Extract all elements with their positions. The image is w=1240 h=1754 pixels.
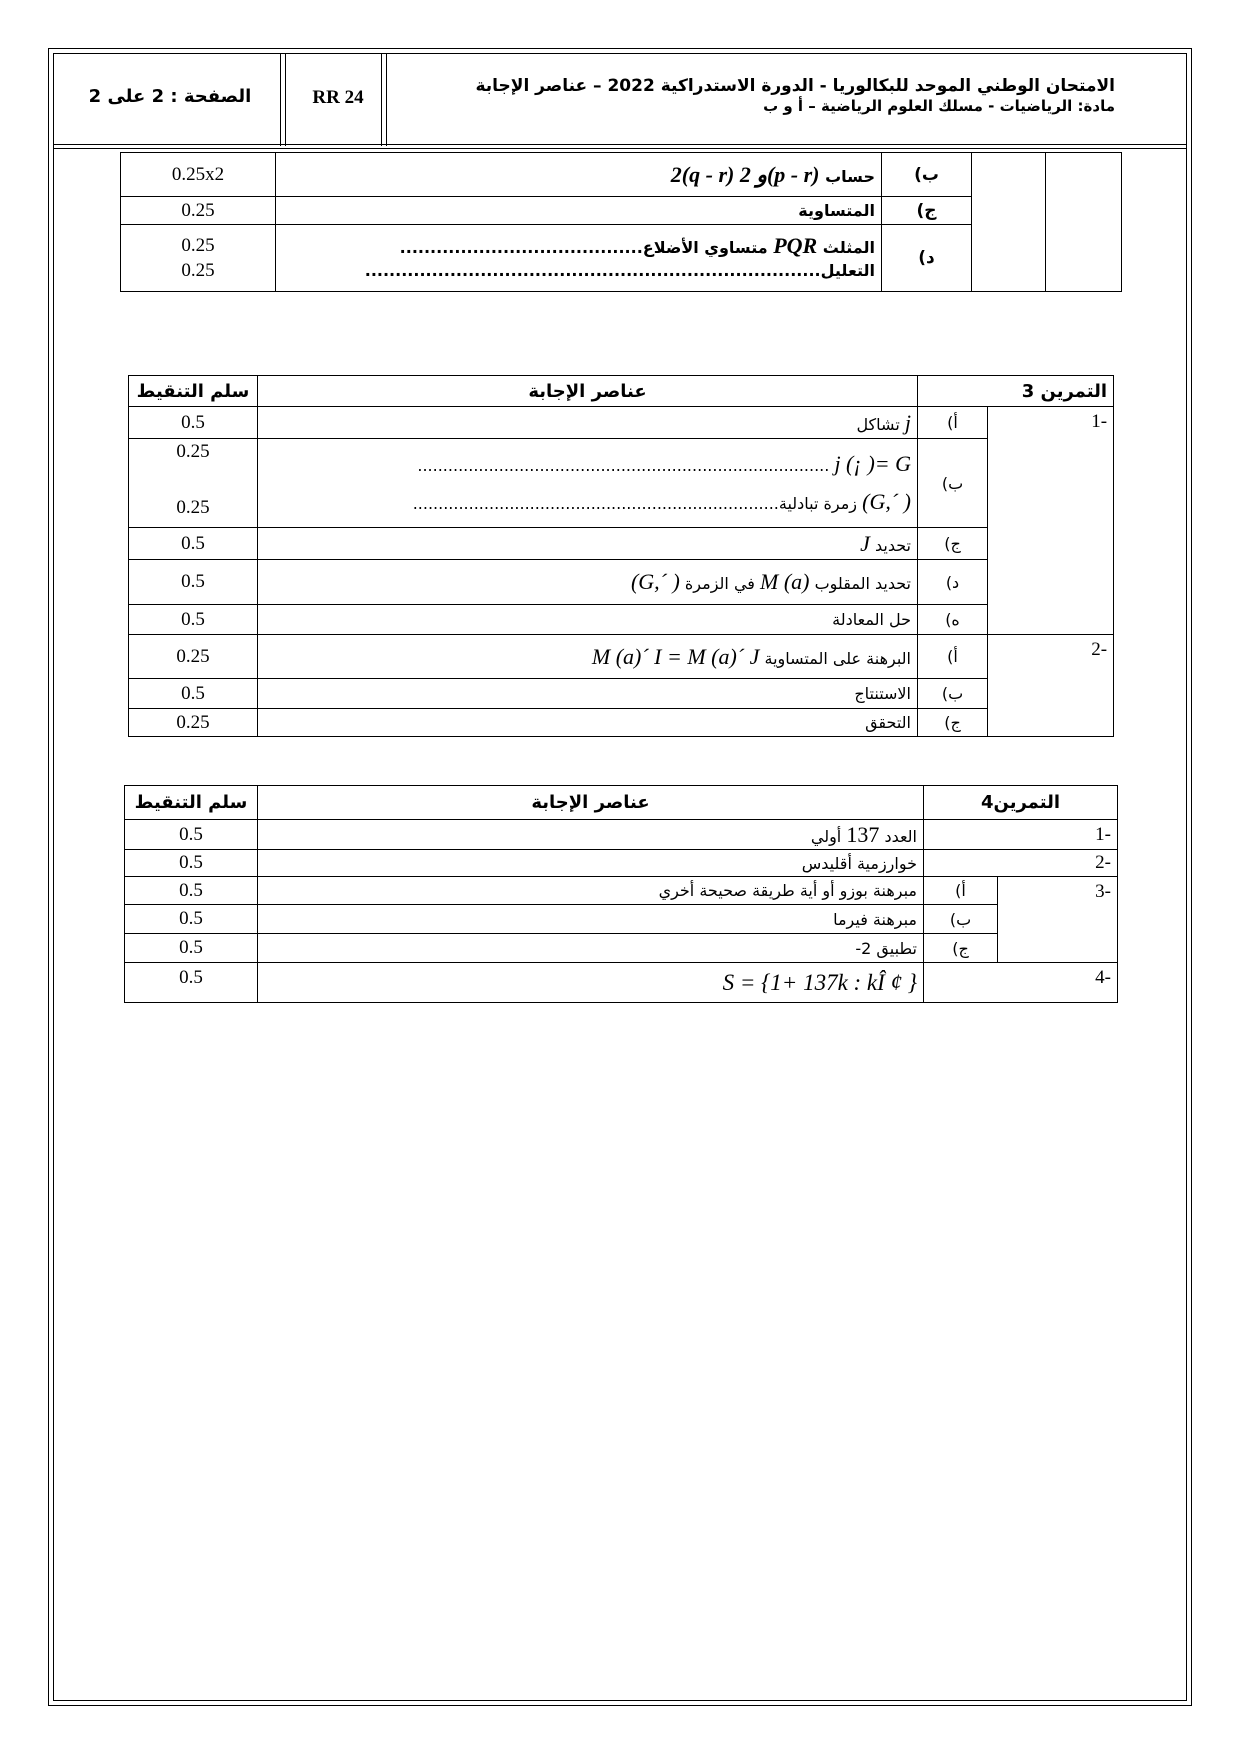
answer-header: عناصر الإجابة [258,376,918,407]
sub-question-label: ج) [918,528,988,560]
answer-text: العدد [884,826,917,846]
answer-math: j [904,409,911,435]
score-cell: 0.5 [129,560,258,605]
answer-cell: تطبيق 2- [258,934,924,963]
answer-math: 2(q - r) و 2(p - r) [670,161,820,187]
score-cell: 0.5 [125,877,258,905]
table-row [125,877,1118,905]
answer-cell: خوارزمية أقليدس [258,850,924,877]
exercise-4-table [124,785,1118,1003]
table-header-row [129,376,1114,407]
answer-text: تحديد [874,535,911,555]
answer-line: التعليل........................................................................... [364,261,875,280]
answer-cell [258,635,918,679]
answer-text: البرهنة على المتساوية [764,648,911,668]
exam-code: RR 24 [312,87,364,108]
header-bottom-rule-2 [53,148,1187,149]
answer-cell: مبرهنة بوزو أو أية طريقة صحيحة أخري [258,877,924,905]
answer-text: حساب [825,166,875,186]
score-cell [129,439,258,528]
score-cell: 0.5 [129,679,258,709]
answer-dots: ........................................................................ [412,494,779,513]
empty-cell [972,153,1046,292]
answer-cell: التحقق [258,709,918,737]
table-row [129,439,1114,528]
table-row [125,963,1118,1003]
answer-cell [258,820,924,850]
answer-cell: مبرهنة فيرما [258,905,924,934]
score-value: 0.25 [181,260,215,281]
question-number: 3- [998,877,1118,963]
continuation-table [120,152,1122,292]
exercise-3-table [128,375,1114,737]
answer-text: أولي [810,826,842,846]
table-row [129,528,1114,560]
sub-question-label: د) [918,560,988,605]
answer-text: في الزمرة [684,574,755,593]
table-row [125,850,1118,877]
score-cell: 0.5 [125,963,258,1003]
question-number: 2- [924,850,1118,877]
sub-question-label: ج) [924,934,998,963]
answer-cell [258,407,918,439]
answer-cell: الاستنتاج [258,679,918,709]
answer-cell [258,560,918,605]
score-value: 0.25 [176,441,210,462]
sub-question-label: ب) [918,679,988,709]
table-row [129,635,1114,679]
table-row [121,225,1122,292]
answer-cell [258,963,924,1003]
table-row [125,934,1118,963]
sub-question-label: ج) [882,197,972,225]
table-row [129,560,1114,605]
table-row [129,407,1114,439]
score-cell: 0.25 [121,197,276,225]
exercise-title: التمرين 3 [918,376,1114,407]
answer-header: عناصر الإجابة [258,786,924,820]
table-row [129,679,1114,709]
question-number: 2- [988,635,1114,737]
sub-question-label: ج) [918,709,988,737]
answer-text: تشاكل [856,414,900,434]
answer-line [264,445,911,483]
table-header-row [125,786,1118,820]
answer-math: PQR [773,233,818,258]
score-header: سلم التنقيط [125,786,258,820]
sub-question-label: ب) [918,439,988,528]
answer-math: (G,´ ) [862,489,911,514]
table-row [125,820,1118,850]
answer-dots: ................................................................................. [417,456,830,475]
answer-text: تحديد المقلوب [814,574,911,593]
score-cell: 0.5 [129,605,258,635]
sub-question-label: أ) [918,407,988,439]
score-cell: 0.5 [125,905,258,934]
question-number: 4- [924,963,1118,1003]
table-row [129,605,1114,635]
score-cell [121,225,276,292]
sub-question-label: أ) [918,635,988,679]
answer-text: متساوي الأضلاع........................................ [399,238,768,257]
score-cell: 0.5 [125,934,258,963]
sub-question-label: د) [882,225,972,292]
question-number: 1- [988,407,1114,635]
header-bottom-rule [53,144,1187,145]
score-cell: 0.5 [129,528,258,560]
header-divider [285,53,286,146]
answer-math: j (¡ )= G [834,451,911,476]
score-cell: 0.5 [125,820,258,850]
answer-cell [258,528,918,560]
answer-math: M (a) [760,569,810,594]
table-row [129,709,1114,737]
score-cell: 0.25 [129,709,258,737]
answer-math: 137 [846,821,880,847]
answer-cell [276,153,882,197]
answer-cell [276,225,882,292]
sub-question-label: ه) [918,605,988,635]
answer-cell: حل المعادلة [258,605,918,635]
table-row [121,197,1122,225]
sub-question-label: ب) [924,905,998,934]
answer-text: المثلث [822,238,875,257]
exercise-title: التمرين4 [924,786,1118,820]
answer-line [264,483,911,521]
score-cell: 0.5 [125,850,258,877]
answer-math: J [860,530,870,556]
question-number: 1- [924,820,1118,850]
answer-text: زمرة تبادلية [778,494,858,513]
answer-math: S = {1+ 137k : kÎ ¢ } [722,969,917,995]
answer-cell [258,439,918,528]
page-number: الصفحة : 2 على 2 [88,86,252,107]
sub-question-label: ب) [882,153,972,197]
score-header: سلم التنقيط [129,376,258,407]
empty-cell [1046,153,1122,292]
score-cell: 0.25 [129,635,258,679]
exam-subject: مادة: الرياضيات - مسلك العلوم الرياضية – أ و ب [763,97,1115,115]
answer-cell: المتساوية [276,197,882,225]
score-value: 0.25 [181,235,215,256]
table-row [121,153,1122,197]
score-cell: 0.25x2 [121,153,276,197]
answer-line [282,233,875,258]
score-cell: 0.5 [129,407,258,439]
score-value: 0.25 [176,497,210,518]
answer-math: M (a)´ I = M (a)´ J [591,643,760,669]
sub-question-label: أ) [924,877,998,905]
exam-title: الامتحان الوطني الموحد للبكالوريا - الدورة الاستدراكية 2022 – عناصر الإجابة [475,76,1115,96]
table-row [125,905,1118,934]
header-divider [280,53,281,146]
answer-math: (G,´ ) [630,569,680,594]
